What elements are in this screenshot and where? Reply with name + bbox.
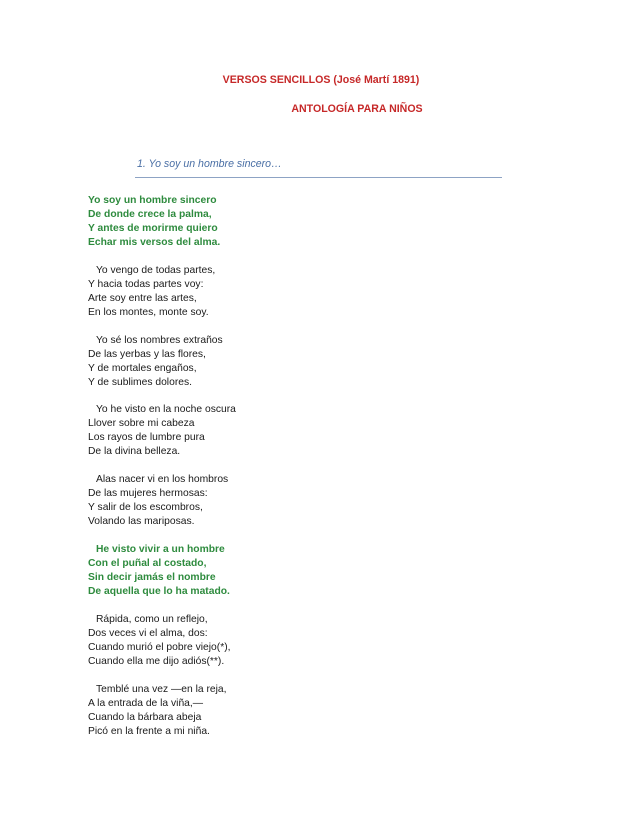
- poem-line: Yo he visto en la noche oscura: [96, 404, 236, 416]
- poem-line: Temblé una vez —en la reja,: [96, 683, 227, 695]
- document-subtitle: ANTOLOGÍA PARA NIÑOS: [291, 103, 423, 115]
- poem-line: Volando las mariposas.: [88, 516, 195, 528]
- document-title: VERSOS SENCILLOS (José Martí 1891): [222, 74, 420, 86]
- poem-line: Picó en la frente a mi niña.: [88, 725, 210, 737]
- poem-stanza: [88, 403, 528, 459]
- poem-stanza: [88, 194, 528, 250]
- poem-stanza: [88, 473, 528, 529]
- poem-line: Yo soy un hombre sincero: [88, 195, 217, 206]
- poem-stanza: [88, 683, 528, 739]
- poem-line: Dos veces vi el alma, dos:: [88, 627, 208, 639]
- poem-line: Los rayos de lumbre pura: [88, 432, 205, 444]
- poem-stanza: [88, 334, 528, 390]
- section-heading: 1. Yo soy un hombre sincero…: [137, 158, 282, 170]
- poem-line: En los montes, monte soy.: [88, 306, 209, 318]
- poem-line: Yo sé los nombres extraños: [96, 334, 223, 346]
- poem-line: Y salir de los escombros,: [88, 502, 203, 514]
- poem-line: De las mujeres hermosas:: [88, 488, 208, 500]
- poem-line: Y de sublimes dolores.: [88, 376, 192, 388]
- poem-body: [88, 194, 528, 752]
- poem-line: Arte soy entre las artes,: [88, 292, 197, 304]
- poem-line: Llover sobre mi cabeza: [88, 418, 195, 430]
- poem-line: De aquella que lo ha matado.: [88, 585, 230, 597]
- section-divider: [135, 177, 502, 178]
- poem-stanza: [88, 613, 528, 669]
- poem-line: De las yerbas y las flores,: [88, 348, 206, 360]
- poem-line: Cuando murió el pobre viejo(*),: [88, 641, 231, 653]
- poem-line: Rápida, como un reflejo,: [96, 613, 208, 625]
- poem-stanza: [88, 264, 528, 320]
- poem-line: Yo vengo de todas partes,: [96, 264, 216, 276]
- poem-line: He visto vivir a un hombre: [96, 543, 225, 555]
- poem-line: Sin decir jamás el nombre: [88, 571, 216, 583]
- poem-line: A la entrada de la viña,—: [88, 697, 204, 709]
- poem-line: De donde crece la palma,: [88, 209, 212, 220]
- poem-line: Cuando ella me dijo adiós(**).: [88, 655, 225, 667]
- poem-line: Y hacia todas partes voy:: [88, 278, 204, 290]
- poem-line: Y de mortales engaños,: [88, 362, 197, 374]
- poem-line: Y antes de morirme quiero: [88, 223, 218, 234]
- poem-line: De la divina belleza.: [88, 446, 181, 458]
- poem-line: Con el puñal al costado,: [88, 557, 207, 569]
- poem-line: Alas nacer vi en los hombros: [96, 474, 229, 486]
- poem-line: Cuando la bárbara abeja: [88, 711, 202, 723]
- poem-stanza: [88, 543, 528, 599]
- poem-line: Echar mis versos del alma.: [88, 237, 221, 248]
